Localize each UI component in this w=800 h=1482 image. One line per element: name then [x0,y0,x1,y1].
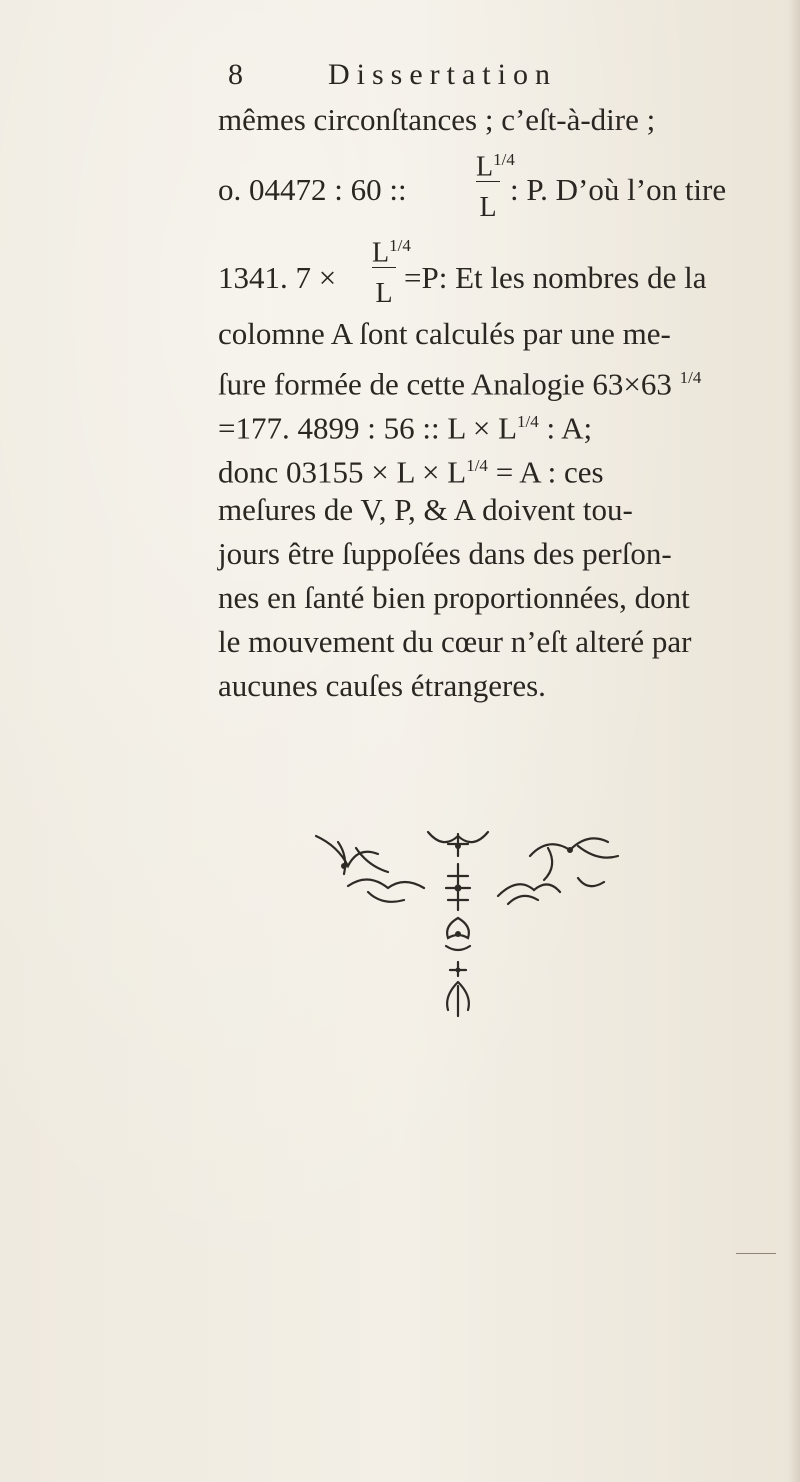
text-line-5 [218,356,798,400]
line-text: colomne A ſont calculés par une me- [218,316,671,351]
text-line-6 [218,400,798,444]
floral-cul-de-lampe-icon [308,826,638,1026]
text-line-8 [218,488,798,532]
fraction-l-quarter-over-l [476,146,515,224]
quarter-exponent: 1/4 [517,412,539,431]
running-title: Dissertation [328,58,557,91]
edge-rule-mark [736,1253,776,1254]
line-text: le mouvement du cœur n’eſt alteré par [218,624,692,659]
line-text: aucunes cauſes étrangeres. [218,668,546,703]
line-text: =P: Et les nombres de la [404,260,707,295]
text-line-10 [218,576,798,620]
fraction-numerator: $L^{1/4}$ [476,150,515,183]
line-text: donc 03155 × L × L [218,454,467,490]
quarter-exponent: 1/4 [466,456,488,475]
text-line-4 [218,312,798,356]
fraction-numerator: $L^{1/4}$ [372,236,411,269]
body-text [218,98,798,708]
line-text: =177. 4899 : 56 :: L × L [218,410,518,446]
fraction-l-quarter-over-l [372,232,411,310]
text-line-12 [218,664,798,708]
text-line-3 [218,226,798,312]
line-text: 1341. 7 × [218,260,337,295]
text-line-2 [218,142,798,226]
line-text: nes en ſanté bien proportionnées, dont [218,580,690,615]
page-number: 8 [228,58,243,91]
line-text: : P. D’où l’on tire [510,172,727,207]
line-text: ſure formée de cette Analogie 63×63 [218,366,672,402]
line-text: mêmes circonſtances ; c’eſt-à-dire ; [218,102,656,137]
fraction-denominator: L [375,278,393,310]
line-text: o. 04472 : 60 :: [218,172,407,207]
line-text: jours être ſuppoſées dans des perſon- [218,536,672,571]
running-header [228,58,698,98]
fraction-denominator: L [479,192,497,224]
quarter-exponent: 1/4 [679,368,702,387]
line-text: : A; [546,410,593,446]
text-line-7 [218,444,798,488]
line-text: meſures de V, P, & A doivent tou- [218,492,633,527]
text-line-1 [218,98,798,142]
text-line-11 [218,620,798,664]
text-line-9 [218,532,798,576]
line-text: = A : ces [495,454,604,490]
